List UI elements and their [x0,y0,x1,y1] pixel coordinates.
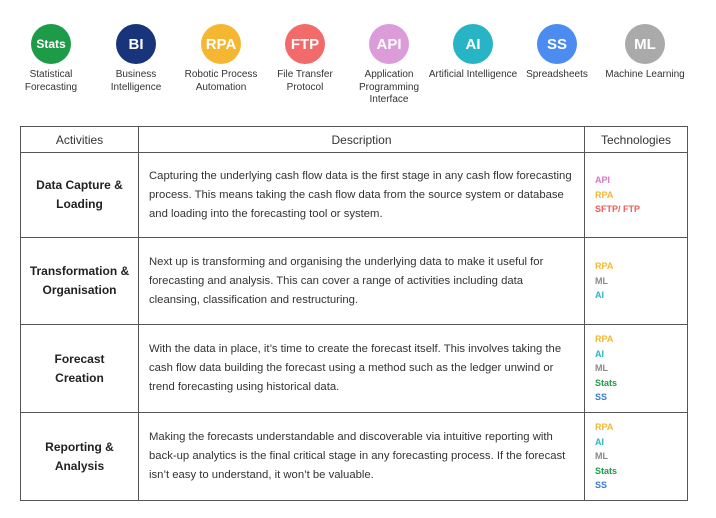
activity-cell: Transformation & Organisation [21,238,139,325]
technologies-cell [585,238,688,325]
legend-item-ai [427,24,519,82]
technologies-cell [585,413,688,501]
tech-tag: SS [595,392,608,403]
tech-tag: SS [595,480,608,491]
activity-cell: Forecast Creation [21,325,139,413]
legend-item-api [343,24,435,107]
tech-tag: RPA [595,334,614,345]
technologies-cell [585,153,688,238]
tech-tag: ML [595,363,608,374]
legend-label: Business Intelligence [110,69,162,93]
tech-tag: SFTP/ FTP [595,204,640,215]
table-row [21,153,688,238]
bi-icon: BI [116,24,156,64]
description-cell: Capturing the underlying cash flow data is the first stage in any cash flow forecasting process. This means taking the cash flow data from the source system or database and loading into the forecasting tool or system. [139,153,585,238]
legend-label: Spreadsheets [526,69,588,80]
tech-tag: RPA [595,261,614,272]
legend-label: Robotic Process Automation [184,69,258,93]
api-icon: API [369,24,409,64]
ss-icon: SS [537,24,577,64]
tech-tag: Stats [595,465,618,476]
ftp-icon: FTP [285,24,325,64]
legend-label: Artificial Intelligence [428,69,518,80]
activity-cell: Data Capture & Loading [21,153,139,238]
technologies-cell [585,325,688,413]
legend-label: File Transfer Protocol [277,69,333,93]
ml-icon: ML [625,24,665,64]
description-cell: Next up is transforming and organising the underlying data to make it useful for forecasting and analysis. This can cover a range of activities including data cleansing, classification and restructuring. [139,238,585,325]
tech-tag: ML [595,275,608,286]
legend-item-ss [511,24,603,82]
description-cell: Making the forecasts understandable and discoverable via intuitive reporting with back-up analytics is the final critical stage in any forecasting process. If the forecast isn’t easy to understand, it won’t be valuable. [139,413,585,501]
tech-tag: ML [595,451,608,462]
legend-label: Machine Learning [605,69,685,80]
header-technologies: Technologies [585,127,688,153]
rpa-icon: RPA [201,24,241,64]
tech-tag: AI [595,436,604,447]
tech-tag: Stats [595,377,618,388]
table-row [21,325,688,413]
legend-item-stats [5,24,97,94]
activities-table [20,126,688,501]
tech-tag: AI [595,290,604,301]
stats-icon: Stats [31,24,71,64]
table-row [21,238,688,325]
tech-tag: RPA [595,422,614,433]
legend-item-rpa [175,24,267,94]
tech-tag: API [595,175,611,186]
legend-item-ml [595,24,695,82]
tech-tag: AI [595,348,604,359]
header-activities: Activities [21,127,139,153]
legend-item-bi [90,24,182,94]
activity-cell: Reporting & Analysis [21,413,139,501]
legend-item-ftp [259,24,351,94]
tech-tag: RPA [595,189,614,200]
technology-legend [0,0,716,120]
header-description: Description [139,127,585,153]
ai-icon: AI [453,24,493,64]
table-header-row [21,127,688,153]
legend-label: Statistical Forecasting [24,69,78,93]
legend-label: Application Programming Interface [358,69,420,105]
description-cell: With the data in place, it’s time to create the forecast itself. This involves taking the cash flow data building the forecast using a method such as the ledger unwind or trend forecasting using historical data. [139,325,585,413]
table-row [21,413,688,501]
